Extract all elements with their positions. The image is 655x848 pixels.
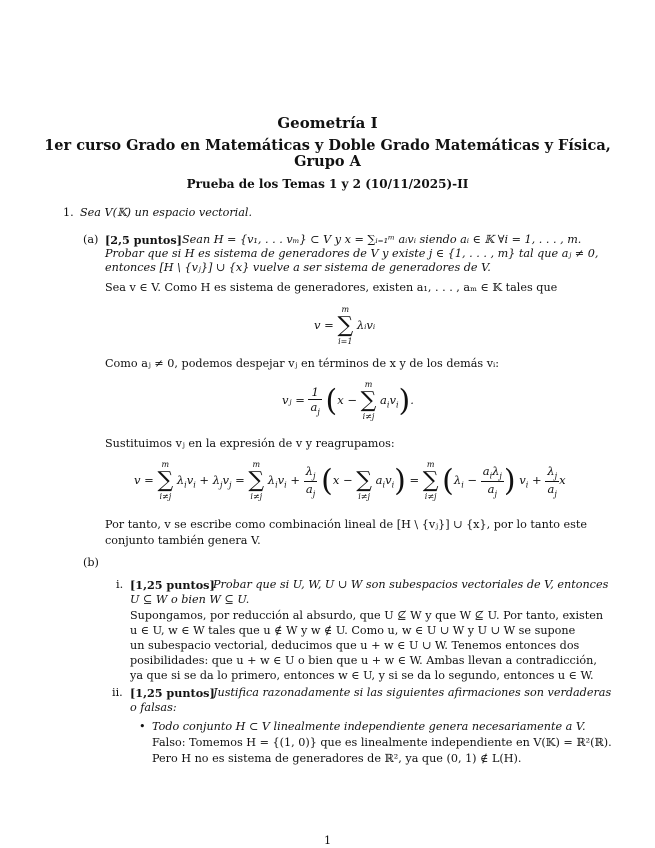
- part-a-proof-line4: Por tanto, v se escribe como combinación lineal de [H \ {vⱼ}] ∪ {x}, por lo tanto este: [105, 518, 588, 531]
- part-b-i-proof-line4: posibilidades: que u + w ∈ U o bien que u + w ∈ W. Ambas llevan a contradicción,: [130, 654, 597, 667]
- course-subtitle-line2: Grupo A: [294, 153, 361, 170]
- bullet-marker: •: [139, 720, 146, 733]
- claim-answer-line1: Falso: Tomemos H = {(1, 0)} que es linealmente independiente en V(𝕂) = ℝ²(ℝ).: [152, 736, 612, 749]
- part-a-proof-line5: conjunto también genera V.: [105, 534, 261, 547]
- part-a-proof-line3: Sustituimos vⱼ en la expresión de v y reagrupamos:: [105, 437, 395, 450]
- part-b-i-points: [1,25 puntos]: [130, 578, 215, 592]
- part-b-ii-statement-line2: o falsas:: [130, 701, 177, 714]
- question-statement: Sea V(𝕂) un espacio vectorial.: [80, 206, 253, 219]
- part-b-i-proof-line2: u ∈ U, w ∈ W tales que u ∉ W y w ∉ U. Como u, w ∈ U ∪ W y U ∪ W se supone: [130, 624, 576, 637]
- part-b-i-proof-line5: ya que si se da lo primero, entonces w ∈ U, y si se da lo segundo, entonces u ∈ W.: [130, 669, 594, 682]
- equation-v-sum: v = m ∑ i=1 λᵢvᵢ: [314, 305, 376, 346]
- part-b-i-statement-line2: U ⊆ W o bien W ⊆ U.: [130, 593, 250, 606]
- equation-v-rhs: λᵢvᵢ: [356, 318, 376, 332]
- part-b-i-proof-line3: un subespacio vectorial, deducimos que u + w ∈ U ∪ W. Tenemos entonces dos: [130, 639, 580, 652]
- part-a-proof-line2: Como aⱼ ≠ 0, podemos despejar vⱼ en términos de x y de los demás vᵢ:: [105, 357, 500, 370]
- part-b-ii-statement-line1: Justifica razonadamente si las siguientes afirmaciones son verdaderas: [213, 686, 612, 699]
- equation-vj: vⱼ = $\frac{1}{a_j}$ (x − m ∑ i≠j $a_iv_i$).: [282, 380, 414, 421]
- part-b-ii-points: [1,25 puntos]: [130, 686, 215, 700]
- part-b-i-statement-line1: Probar que si U, W, U ∪ W son subespacios vectoriales de V, entonces: [213, 578, 609, 591]
- exam-title: Prueba de los Temas 1 y 2 (10/11/2025)-II: [186, 177, 469, 191]
- equation-v-lhs: v =: [314, 318, 334, 332]
- course-subtitle-line1: 1er curso Grado en Matemáticas y Doble Grado Matemáticas y Física,: [44, 137, 611, 154]
- equation-vj-lhs: vⱼ =: [282, 393, 305, 407]
- part-b-ii-label: ii.: [112, 686, 123, 699]
- part-a-statement-line1: Sean H = {v₁, . . . vₘ} ⊂ V y x = ∑ᵢ₌₁ᵐ aᵢvᵢ siendo aᵢ ∈ 𝕂 ∀i = 1, . . . , m.: [182, 233, 582, 246]
- part-b-i-proof-line1: Supongamos, por reducción al absurdo, que U ⊈ W y que W ⊈ U. Por tanto, existen: [130, 609, 604, 622]
- equation-regroup: v = m ∑ i≠j $\lambda_iv_i + \lambda_jv_j$ = m ∑ i≠j $\lambda_iv_i$ + $\frac{\lambda_j}{a_j}$ (x − ∑ i≠j $a_iv_i$) = m ∑ i≠j ($\lambda_i$ − $\frac{a_i\lambda_j}{a_j}$ ) $v_i$ + $\frac{\lambda_j}{a_j}$ x: [134, 460, 566, 501]
- part-b-label: (b): [83, 556, 99, 569]
- claim-answer-line2: Pero H no es sistema de generadores de ℝ², ya que (0, 1) ∉ L(H).: [152, 752, 522, 765]
- part-a-statement-line2: Probar que si H es sistema de generadores de V y existe j ∈ {1, . . . , m} tal que aⱼ ≠ 0,: [105, 247, 599, 260]
- page-number: 1: [323, 834, 332, 847]
- claim-statement: Todo conjunto H ⊂ V linealmente independiente genera necesariamente a V.: [152, 720, 586, 733]
- part-a-proof-line1: Sea v ∈ V. Como H es sistema de generadores, existen a₁, . . . , aₘ ∈ 𝕂 tales que: [105, 281, 558, 294]
- question-number: 1.: [63, 206, 74, 219]
- part-a-points: [2,5 puntos]: [105, 233, 182, 247]
- course-title: Geometría I: [277, 114, 378, 132]
- part-a-label: (a): [83, 233, 99, 246]
- part-a-statement-line3: entonces [H \ {vⱼ}] ∪ {x} vuelve a ser sistema de generadores de V.: [105, 261, 491, 274]
- part-b-i-label: i.: [116, 578, 124, 591]
